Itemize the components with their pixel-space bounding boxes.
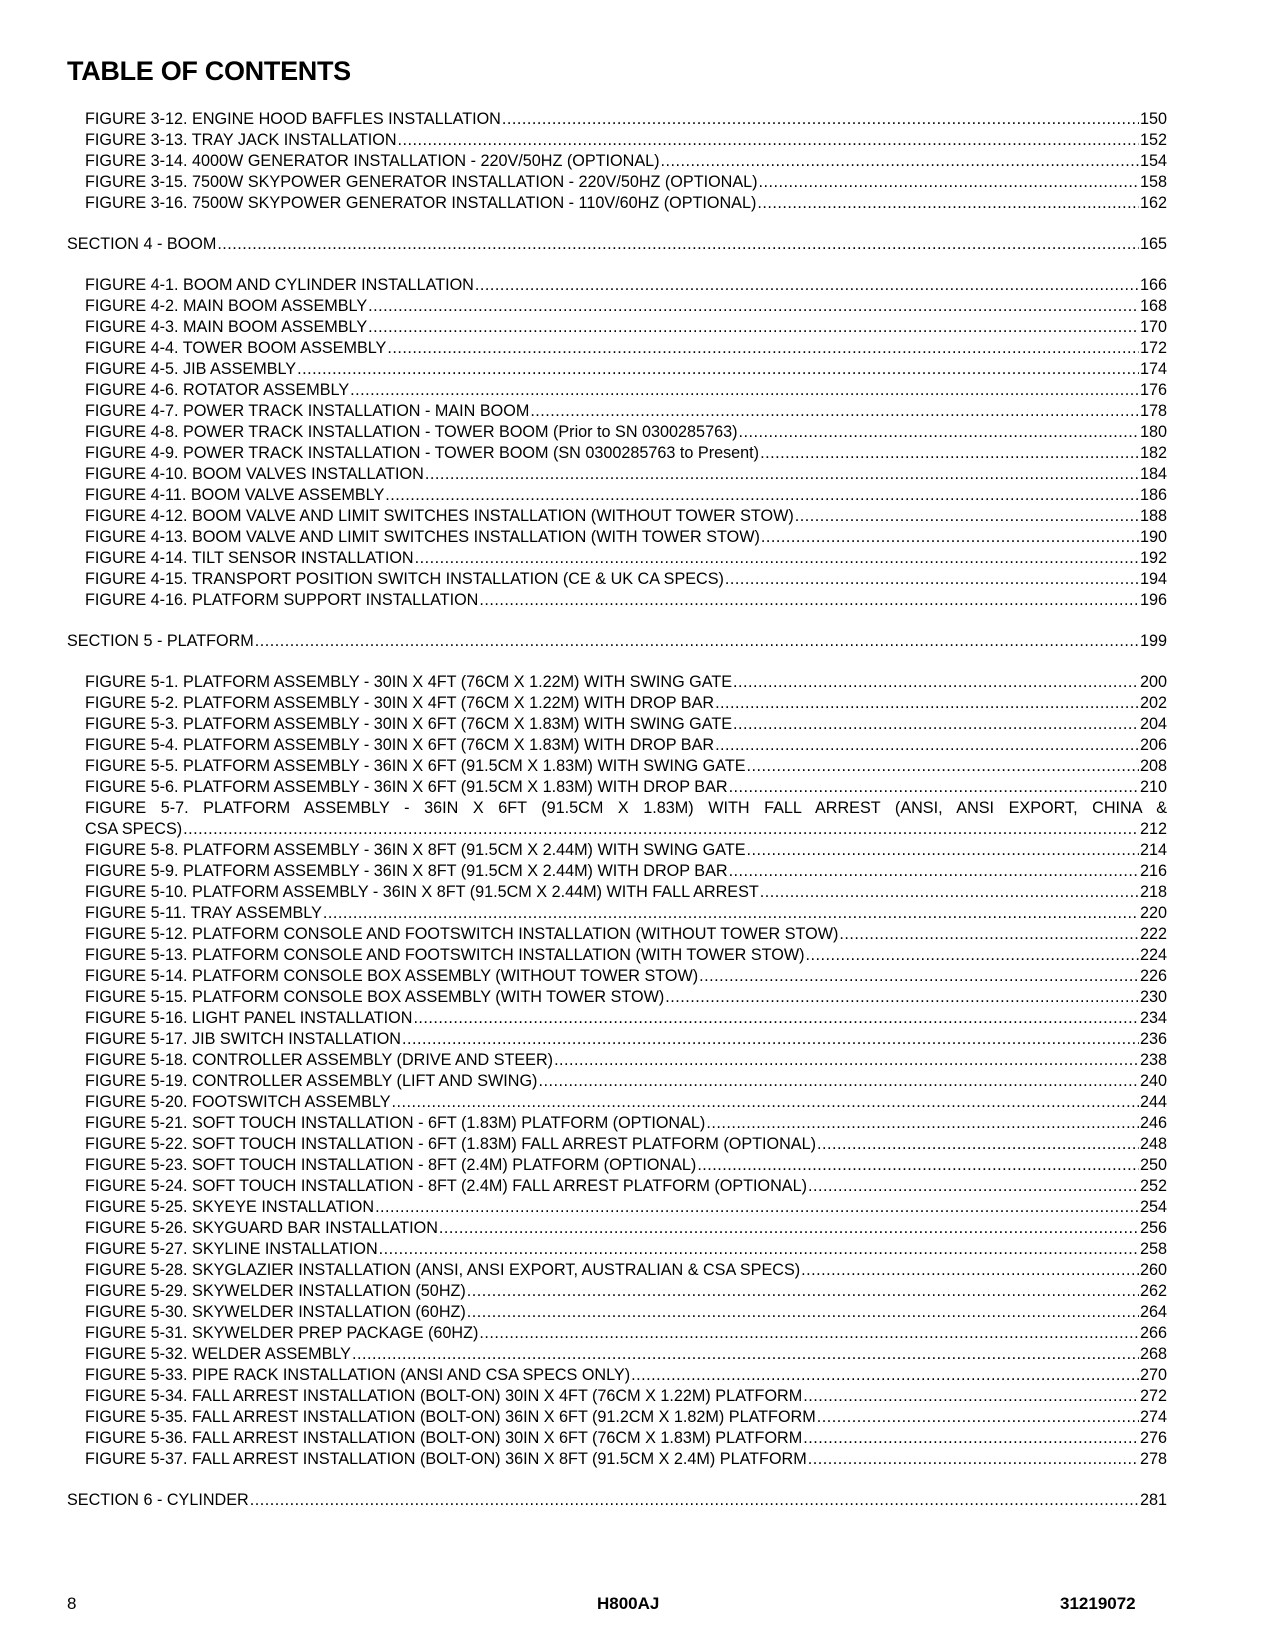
toc-entry[interactable] [85, 966, 1167, 988]
toc-leader-dots [661, 151, 1139, 173]
toc-entry[interactable] [85, 1365, 1167, 1387]
toc-entry-page: 210 [1139, 778, 1167, 796]
toc-entry-page: 278 [1139, 1450, 1167, 1468]
toc-entry-label: FIGURE 4-7. POWER TRACK INSTALLATION - MAIN BOOM [85, 402, 530, 420]
toc-entry-label: FIGURE 5-14. PLATFORM CONSOLE BOX ASSEMBLY (WITHOUT TOWER STOW) [85, 967, 699, 985]
toc-leader-dots [217, 234, 1139, 256]
toc-leader-dots [379, 1239, 1139, 1261]
toc-entry-label: FIGURE 4-4. TOWER BOOM ASSEMBLY [85, 339, 387, 357]
toc-entry[interactable] [85, 1050, 1167, 1072]
toc-entry-page: 238 [1139, 1051, 1167, 1069]
toc-entry-label: FIGURE 3-13. TRAY JACK INSTALLATION [85, 131, 397, 149]
toc-entry-page: 234 [1139, 1009, 1167, 1027]
toc-entry-page: 216 [1139, 862, 1167, 880]
toc-entry-label: FIGURE 5-4. PLATFORM ASSEMBLY - 30IN X 6FT (76CM X 1.83M) WITH DROP BAR [85, 736, 715, 754]
toc-entry-page: 202 [1139, 694, 1167, 712]
toc-entry-label: FIGURE 4-11. BOOM VALVE ASSEMBLY [85, 486, 385, 504]
toc-entry-label: FIGURE 3-15. 7500W SKYPOWER GENERATOR INSTALLATION - 220V/50HZ (OPTIONAL) [85, 173, 758, 191]
toc-leader-dots [530, 401, 1139, 423]
toc-entry-page: 174 [1139, 360, 1167, 378]
toc-entry[interactable] [85, 1302, 1167, 1324]
toc-leader-dots [425, 464, 1139, 486]
toc-entry-page: 240 [1139, 1072, 1167, 1090]
toc-entry-page: 180 [1139, 423, 1167, 441]
toc-entry-label: FIGURE 4-3. MAIN BOOM ASSEMBLY [85, 318, 368, 336]
toc-entry[interactable] [85, 1113, 1167, 1135]
toc-leader-dots [803, 1386, 1139, 1408]
toc-entry-wrapped-first-line[interactable]: FIGURE 5-7. PLATFORM ASSEMBLY - 36IN X 6FT (91.5CM X 1.83M) WITH FALL ARREST (ANSI, ANSI EXPORT, CHINA & [85, 799, 1167, 817]
toc-entry-page: 192 [1139, 549, 1167, 567]
toc-entry-label: FIGURE 4-6. ROTATOR ASSEMBLY [85, 381, 350, 399]
footer-document-number: 31219072 [1060, 1594, 1136, 1613]
toc-entry[interactable] [85, 485, 1167, 507]
toc-leader-dots [402, 1029, 1139, 1051]
toc-entry-page: 250 [1139, 1156, 1167, 1174]
toc-leader-dots [467, 1281, 1139, 1303]
footer-model: H800AJ [597, 1594, 660, 1613]
toc-entry-label: FIGURE 5-26. SKYGUARD BAR INSTALLATION [85, 1219, 438, 1237]
toc-entry-page: 264 [1139, 1303, 1167, 1321]
toc-entry[interactable] [85, 1239, 1167, 1261]
toc-leader-dots [375, 1197, 1139, 1219]
toc-entry-page: 256 [1139, 1219, 1167, 1237]
toc-section-label: SECTION 6 - CYLINDER [67, 1491, 249, 1509]
toc-entry-page: 190 [1139, 528, 1167, 546]
toc-entry[interactable] [85, 172, 1167, 194]
toc-entry-page: 206 [1139, 736, 1167, 754]
toc-entry-page: 272 [1139, 1387, 1167, 1405]
toc-leader-dots [761, 527, 1139, 549]
toc-leader-dots [795, 506, 1139, 528]
toc-entry[interactable] [85, 693, 1167, 715]
toc-entry-label: FIGURE 5-19. CONTROLLER ASSEMBLY (LIFT AND SWING) [85, 1072, 538, 1090]
toc-entry-label: FIGURE 5-25. SKYEYE INSTALLATION [85, 1198, 375, 1216]
toc-leader-dots [817, 1134, 1139, 1156]
footer-page-number: 8 [67, 1594, 77, 1613]
toc-leader-dots [760, 443, 1139, 465]
toc-entry-page: 276 [1139, 1429, 1167, 1447]
toc-entry-label: FIGURE 5-10. PLATFORM ASSEMBLY - 36IN X 8FT (91.5CM X 2.44M) WITH FALL ARREST [85, 883, 759, 901]
toc-entry-label: FIGURE 5-16. LIGHT PANEL INSTALLATION [85, 1009, 413, 1027]
toc-entry[interactable] [85, 443, 1167, 465]
toc-entry-label: FIGURE 4-12. BOOM VALVE AND LIMIT SWITCHES INSTALLATION (WITHOUT TOWER STOW) [85, 507, 794, 525]
toc-entry[interactable] [85, 1428, 1167, 1450]
toc-entry-page: 178 [1139, 402, 1167, 420]
toc-entry-page: 152 [1139, 131, 1167, 149]
toc-entry-label: FIGURE 5-20. FOOTSWITCH ASSEMBLY [85, 1093, 391, 1111]
toc-entry[interactable] [85, 296, 1167, 318]
toc-entry-label: FIGURE 5-28. SKYGLAZIER INSTALLATION (ANSI, ANSI EXPORT, AUSTRALIAN & CSA SPECS) [85, 1261, 801, 1279]
toc-entry[interactable] [85, 422, 1167, 444]
toc-entry-label: FIGURE 5-21. SOFT TOUCH INSTALLATION - 6FT (1.83M) PLATFORM (OPTIONAL) [85, 1114, 706, 1132]
toc-entry-label: FIGURE 4-13. BOOM VALVE AND LIMIT SWITCHES INSTALLATION (WITH TOWER STOW) [85, 528, 760, 546]
toc-entry-page: 162 [1139, 194, 1167, 212]
toc-entry[interactable] [85, 193, 1167, 215]
toc-leader-dots [413, 1008, 1139, 1030]
toc-entry[interactable] [85, 1449, 1167, 1471]
toc-leader-dots [747, 756, 1139, 778]
toc-entry-page: 260 [1139, 1261, 1167, 1279]
toc-entry-label: FIGURE 5-24. SOFT TOUCH INSTALLATION - 8FT (2.4M) FALL ARREST PLATFORM (OPTIONAL) [85, 1177, 807, 1195]
toc-leader-dots [665, 987, 1139, 1009]
toc-entry-label: FIGURE 5-29. SKYWELDER INSTALLATION (50HZ) [85, 1282, 466, 1300]
toc-entry-page: 204 [1139, 715, 1167, 733]
toc-leader-dots [385, 485, 1139, 507]
toc-entry-page: 254 [1139, 1198, 1167, 1216]
toc-entry[interactable] [85, 1197, 1167, 1219]
toc-entry-page: 166 [1139, 276, 1167, 294]
toc-entry[interactable] [85, 569, 1167, 591]
toc-entry-page: 262 [1139, 1282, 1167, 1300]
toc-entry-page: 168 [1139, 297, 1167, 315]
toc-entry-label: FIGURE 5-12. PLATFORM CONSOLE AND FOOTSWITCH INSTALLATION (WITHOUT TOWER STOW) [85, 925, 839, 943]
toc-leader-dots [801, 1260, 1139, 1282]
toc-entry-label-continued: CSA SPECS) [85, 820, 183, 838]
toc-leader-dots [803, 1428, 1139, 1450]
toc-entry[interactable] [85, 464, 1167, 486]
toc-entry[interactable] [85, 1029, 1167, 1051]
toc-entry-label: FIGURE 5-3. PLATFORM ASSEMBLY - 30IN X 6FT (76CM X 1.83M) WITH SWING GATE [85, 715, 733, 733]
toc-entry-page: 170 [1139, 318, 1167, 336]
toc-entry[interactable] [85, 1323, 1167, 1345]
toc-entry-page: 208 [1139, 757, 1167, 775]
toc-entry[interactable] [85, 1134, 1167, 1156]
toc-entry-page: 258 [1139, 1240, 1167, 1258]
toc-leader-dots [806, 945, 1139, 967]
toc-leader-dots [733, 714, 1139, 736]
toc-entry[interactable] [85, 359, 1167, 381]
toc-leader-dots [479, 590, 1139, 612]
toc-entry[interactable] [85, 861, 1167, 883]
toc-leader-dots [839, 924, 1139, 946]
toc-entry[interactable] [85, 819, 1167, 841]
toc-leader-dots [392, 1092, 1139, 1114]
toc-entry[interactable] [85, 380, 1167, 402]
toc-entry-label: FIGURE 5-2. PLATFORM ASSEMBLY - 30IN X 4FT (76CM X 1.22M) WITH DROP BAR [85, 694, 715, 712]
toc-entry[interactable] [85, 714, 1167, 736]
toc-entry-page: 150 [1139, 110, 1167, 128]
toc-section-entry[interactable] [67, 1490, 1167, 1512]
toc-entry-label: FIGURE 5-30. SKYWELDER INSTALLATION (60HZ) [85, 1303, 466, 1321]
toc-leader-dots [415, 548, 1139, 570]
toc-entry-page: 199 [1139, 632, 1167, 650]
toc-entry[interactable] [85, 735, 1167, 757]
toc-entry[interactable] [85, 151, 1167, 173]
toc-entry[interactable] [85, 130, 1167, 152]
toc-leader-dots [368, 317, 1139, 339]
toc-entry[interactable] [85, 777, 1167, 799]
toc-entry[interactable] [85, 1155, 1167, 1177]
toc-entry[interactable] [85, 401, 1167, 423]
toc-entry-label: FIGURE 4-14. TILT SENSOR INSTALLATION [85, 549, 414, 567]
toc-entry[interactable] [85, 506, 1167, 528]
toc-entry[interactable] [85, 924, 1167, 946]
page-title: TABLE OF CONTENTS [67, 56, 351, 86]
toc-entry[interactable] [85, 548, 1167, 570]
toc-entry[interactable] [85, 317, 1167, 339]
toc-entry-label: FIGURE 5-15. PLATFORM CONSOLE BOX ASSEMBLY (WITH TOWER STOW) [85, 988, 665, 1006]
toc-entry-page: 182 [1139, 444, 1167, 462]
toc-entry[interactable] [85, 882, 1167, 904]
toc-entry-label: FIGURE 5-37. FALL ARREST INSTALLATION (BOLT-ON) 36IN X 8FT (91.5CM X 2.4M) PLATFORM [85, 1450, 807, 1468]
toc-entry-page: 200 [1139, 673, 1167, 691]
toc-entry-label: FIGURE 4-9. POWER TRACK INSTALLATION - TOWER BOOM (SN 0300285763 to Present) [85, 444, 760, 462]
toc-entry-page: 165 [1139, 235, 1167, 253]
toc-entry-page: 184 [1139, 465, 1167, 483]
toc-entry[interactable] [85, 1407, 1167, 1429]
toc-leader-dots [808, 1449, 1139, 1471]
toc-entry-page: 266 [1139, 1324, 1167, 1342]
toc-leader-dots [538, 1071, 1139, 1093]
toc-entry-label: FIGURE 5-1. PLATFORM ASSEMBLY - 30IN X 4FT (76CM X 1.22M) WITH SWING GATE [85, 673, 733, 691]
toc-section-label: SECTION 5 - PLATFORM [67, 632, 254, 650]
toc-leader-dots [760, 882, 1139, 904]
toc-entry[interactable] [85, 338, 1167, 360]
toc-entry-page: 158 [1139, 173, 1167, 191]
toc-leader-dots [398, 130, 1139, 152]
toc-entry-page: 270 [1139, 1366, 1167, 1384]
toc-entry[interactable] [85, 1071, 1167, 1093]
toc-leader-dots [699, 966, 1139, 988]
toc-entry-label: FIGURE 4-15. TRANSPORT POSITION SWITCH INSTALLATION (CE & UK CA SPECS) [85, 570, 724, 588]
toc-entry-page: 176 [1139, 381, 1167, 399]
toc-entry[interactable] [85, 1281, 1167, 1303]
toc-entry-page: 224 [1139, 946, 1167, 964]
toc-leader-dots [747, 840, 1139, 862]
toc-entry-page: 230 [1139, 988, 1167, 1006]
toc-entry[interactable] [85, 1176, 1167, 1198]
toc-entry-page: 212 [1139, 820, 1167, 838]
toc-entry-label: FIGURE 5-5. PLATFORM ASSEMBLY - 36IN X 6FT (91.5CM X 1.83M) WITH SWING GATE [85, 757, 746, 775]
toc-leader-dots [250, 1490, 1139, 1512]
toc-entry-page: 196 [1139, 591, 1167, 609]
toc-entry[interactable] [85, 672, 1167, 694]
toc-leader-dots [554, 1050, 1139, 1072]
toc-entry[interactable] [85, 1092, 1167, 1114]
toc-section-label: SECTION 4 - BOOM [67, 235, 217, 253]
toc-entry[interactable] [85, 275, 1167, 297]
toc-leader-dots [183, 819, 1139, 841]
toc-entry-label: FIGURE 5-6. PLATFORM ASSEMBLY - 36IN X 6FT (91.5CM X 1.83M) WITH DROP BAR [85, 778, 728, 796]
toc-leader-dots [297, 359, 1139, 381]
toc-entry-label: FIGURE 4-10. BOOM VALVES INSTALLATION [85, 465, 424, 483]
toc-entry-page: 236 [1139, 1030, 1167, 1048]
toc-leader-dots [479, 1323, 1139, 1345]
toc-entry-label: FIGURE 4-8. POWER TRACK INSTALLATION - TOWER BOOM (Prior to SN 0300285763) [85, 423, 738, 441]
toc-entry-label: FIGURE 5-18. CONTROLLER ASSEMBLY (DRIVE AND STEER) [85, 1051, 554, 1069]
toc-leader-dots [715, 735, 1139, 757]
toc-entry-label: FIGURE 4-2. MAIN BOOM ASSEMBLY [85, 297, 368, 315]
toc-entry[interactable] [85, 840, 1167, 862]
toc-leader-dots [757, 193, 1139, 215]
toc-leader-dots [733, 672, 1139, 694]
toc-entry-page: 222 [1139, 925, 1167, 943]
toc-leader-dots [729, 777, 1139, 799]
toc-leader-dots [759, 172, 1139, 194]
toc-entry-label: FIGURE 5-35. FALL ARREST INSTALLATION (BOLT-ON) 36IN X 6FT (91.2CM X 1.82M) PLATFORM [85, 1408, 816, 1426]
toc-entry-page: 186 [1139, 486, 1167, 504]
toc-entry-label: FIGURE 5-17. JIB SWITCH INSTALLATION [85, 1030, 402, 1048]
toc-leader-dots [350, 380, 1139, 402]
toc-leader-dots [387, 338, 1139, 360]
toc-entry-page: 154 [1139, 152, 1167, 170]
toc-entry-label: FIGURE 5-23. SOFT TOUCH INSTALLATION - 8FT (2.4M) PLATFORM (OPTIONAL) [85, 1156, 697, 1174]
toc-entry[interactable] [85, 903, 1167, 925]
toc-entry-page: 218 [1139, 883, 1167, 901]
toc-section-entry[interactable] [67, 631, 1167, 653]
toc-entry[interactable] [85, 756, 1167, 778]
toc-leader-dots [808, 1176, 1139, 1198]
toc-leader-dots [467, 1302, 1139, 1324]
toc-leader-dots [352, 1344, 1139, 1366]
toc-entry-page: 252 [1139, 1177, 1167, 1195]
toc-entry[interactable] [85, 527, 1167, 549]
toc-entry-label: FIGURE 4-5. JIB ASSEMBLY [85, 360, 297, 378]
toc-entry-label: FIGURE 5-32. WELDER ASSEMBLY [85, 1345, 351, 1363]
toc-entry[interactable] [85, 109, 1167, 131]
toc-entry-page: 188 [1139, 507, 1167, 525]
toc-entry[interactable] [85, 1260, 1167, 1282]
toc-entry-label: FIGURE 5-36. FALL ARREST INSTALLATION (BOLT-ON) 30IN X 6FT (76CM X 1.83M) PLATFORM [85, 1429, 803, 1447]
toc-leader-dots [697, 1155, 1139, 1177]
toc-entry-label: FIGURE 5-34. FALL ARREST INSTALLATION (BOLT-ON) 30IN X 4FT (76CM X 1.22M) PLATFORM [85, 1387, 803, 1405]
toc-entry[interactable] [85, 987, 1167, 1009]
toc-entry-label: FIGURE 3-12. ENGINE HOOD BAFFLES INSTALLATION [85, 110, 501, 128]
toc-entry-page: 244 [1139, 1093, 1167, 1111]
toc-entry-label: FIGURE 3-14. 4000W GENERATOR INSTALLATION - 220V/50HZ (OPTIONAL) [85, 152, 660, 170]
toc-leader-dots [475, 275, 1139, 297]
toc-entry-page: 214 [1139, 841, 1167, 859]
toc-entry-label: FIGURE 5-9. PLATFORM ASSEMBLY - 36IN X 8FT (91.5CM X 2.44M) WITH DROP BAR [85, 862, 728, 880]
toc-entry-label: FIGURE 5-27. SKYLINE INSTALLATION [85, 1240, 378, 1258]
toc-leader-dots [255, 631, 1139, 653]
toc-leader-dots [323, 903, 1139, 925]
toc-leader-dots [715, 693, 1139, 715]
toc-leader-dots [631, 1365, 1139, 1387]
toc-entry[interactable] [85, 1008, 1167, 1030]
toc-entry-label: FIGURE 5-11. TRAY ASSEMBLY [85, 904, 322, 922]
toc-leader-dots [368, 296, 1139, 318]
toc-leader-dots [738, 422, 1139, 444]
toc-entry[interactable] [85, 1218, 1167, 1240]
toc-leader-dots [439, 1218, 1139, 1240]
toc-entry-page: 194 [1139, 570, 1167, 588]
toc-entry-label: FIGURE 5-33. PIPE RACK INSTALLATION (ANSI AND CSA SPECS ONLY) [85, 1366, 631, 1384]
toc-entry-label: FIGURE 3-16. 7500W SKYPOWER GENERATOR INSTALLATION - 110V/60HZ (OPTIONAL) [85, 194, 757, 212]
toc-entry-page: 274 [1139, 1408, 1167, 1426]
toc-entry-label: FIGURE 4-16. PLATFORM SUPPORT INSTALLATION [85, 591, 479, 609]
toc-entry-page: 226 [1139, 967, 1167, 985]
toc-entry-label: FIGURE 5-31. SKYWELDER PREP PACKAGE (60HZ) [85, 1324, 479, 1342]
toc-leader-dots [817, 1407, 1139, 1429]
toc-entry-label: FIGURE 5-22. SOFT TOUCH INSTALLATION - 6FT (1.83M) FALL ARREST PLATFORM (OPTIONAL) [85, 1135, 816, 1153]
toc-entry[interactable] [85, 1386, 1167, 1408]
toc-section-entry[interactable] [67, 234, 1167, 256]
toc-entry-page: 172 [1139, 339, 1167, 357]
toc-entry-page: 246 [1139, 1114, 1167, 1132]
toc-entry-label: FIGURE 5-8. PLATFORM ASSEMBLY - 36IN X 8FT (91.5CM X 2.44M) WITH SWING GATE [85, 841, 746, 859]
toc-entry-page: 248 [1139, 1135, 1167, 1153]
toc-entry[interactable] [85, 590, 1167, 612]
toc-entry[interactable] [85, 1344, 1167, 1366]
toc-entry-page: 268 [1139, 1345, 1167, 1363]
toc-entry-page: 281 [1139, 1491, 1167, 1509]
toc-leader-dots [706, 1113, 1139, 1135]
toc-leader-dots [502, 109, 1139, 131]
toc-leader-dots [729, 861, 1139, 883]
toc-entry-page: 220 [1139, 904, 1167, 922]
toc-entry[interactable] [85, 945, 1167, 967]
toc-entry-label: FIGURE 5-13. PLATFORM CONSOLE AND FOOTSWITCH INSTALLATION (WITH TOWER STOW) [85, 946, 805, 964]
toc-entry-label: FIGURE 4-1. BOOM AND CYLINDER INSTALLATION [85, 276, 474, 294]
toc-leader-dots [725, 569, 1139, 591]
